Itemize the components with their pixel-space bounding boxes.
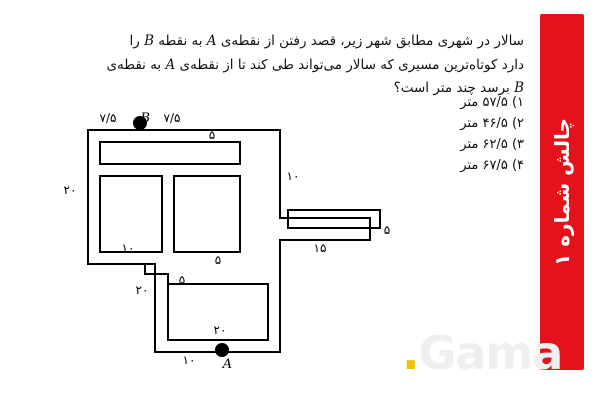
answer-option-2-value: ۴۶/۵ متر — [460, 116, 508, 132]
question-var-a2: A — [165, 56, 176, 73]
dim-lower-mid-10: ۱۰ — [121, 241, 135, 255]
answer-option-2-number: ۲) — [511, 116, 524, 132]
question-var-a1: A — [206, 33, 217, 49]
gama-watermark-text: Gama — [418, 326, 563, 380]
dim-left-20: ۲۰ — [63, 183, 77, 197]
dim-upper-right-5: ۵ — [208, 128, 216, 142]
dim-lower-15: ۱۵ — [313, 241, 327, 255]
outline-left-lower — [88, 264, 155, 274]
block-top-strip — [100, 142, 240, 164]
question-part-5: برسد چند متر است؟ — [393, 80, 515, 97]
answer-option-1[interactable] — [364, 92, 524, 113]
answer-option-4-value: ۶۷/۵ متر — [460, 158, 508, 174]
dim-bottom-20b: ۲۰ — [213, 323, 227, 337]
question-part-4: به نقطه‌ی — [106, 56, 166, 73]
block-middle — [174, 176, 240, 252]
dim-top-right-75: ۷/۵ — [163, 112, 181, 125]
answer-option-3-value: ۶۲/۵ متر — [460, 137, 508, 153]
challenge-banner — [540, 14, 584, 370]
city-map-figure — [0, 112, 420, 392]
dim-top-left-75: ۷/۵ — [99, 112, 117, 125]
question-part-2: به نقطه — [154, 33, 207, 49]
point-a-label: A — [222, 357, 232, 372]
gama-watermark-dot: . — [402, 326, 419, 380]
dim-right-10: ۱۰ — [286, 169, 300, 183]
dim-center-5b: ۵ — [178, 273, 186, 287]
question-part-3: را دارد کوتاه‌ترین مسیری که سالار می‌تواند طی کند تا از نقطه‌ی — [129, 33, 524, 73]
answer-option-3-number: ۳) — [511, 137, 524, 153]
answer-option-1-number: ۱) — [511, 95, 524, 110]
dim-bottom-20a: ۲۰ — [135, 283, 149, 297]
point-a-marker — [215, 343, 229, 357]
dim-center-5a: ۵ — [214, 253, 222, 267]
question-part-1: سالار در شهری مطابق شهر زیر، قصد رفتن از نقطه‌ی — [216, 33, 524, 49]
question-text — [104, 30, 524, 101]
challenge-banner-label: چالش شماره ۱ — [549, 118, 574, 266]
center-notch — [155, 274, 168, 284]
point-b-label: B — [140, 112, 150, 126]
dim-bottom-10: ۱۰ — [182, 353, 196, 367]
gama-watermark — [402, 326, 563, 380]
question-var-b1: B — [144, 33, 155, 49]
answer-option-4-number: ۴) — [511, 158, 524, 174]
dim-far-right-5: ۵ — [383, 223, 391, 237]
answer-option-1-value: ۵۷/۵ متر — [460, 95, 508, 110]
question-var-b2: B — [514, 80, 524, 97]
